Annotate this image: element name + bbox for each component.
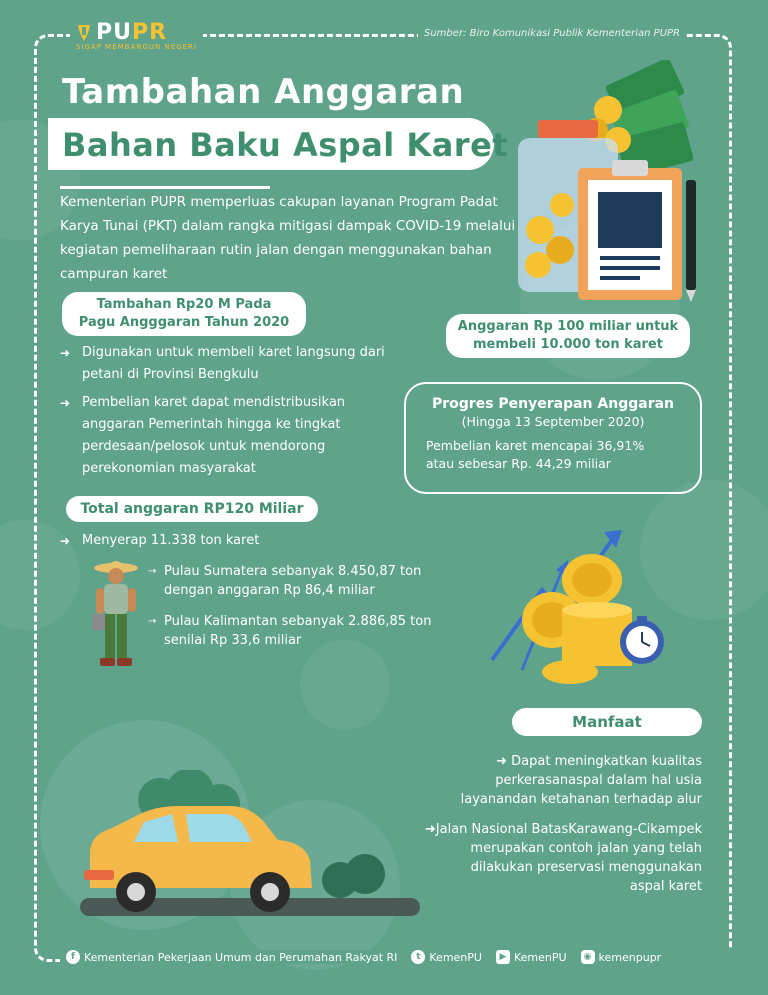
total-budget-pill: Total anggaran RP120 Miliar bbox=[66, 496, 318, 522]
budget-100-line1: Anggaran Rp 100 miliar untuk bbox=[457, 319, 679, 334]
instagram-icon: ◉ bbox=[581, 950, 595, 964]
benefit-text: Jalan Nasional BatasKarawang-Cikampek bbox=[435, 822, 702, 837]
arrow-right-icon: ➜ bbox=[60, 346, 71, 360]
footer-twitter[interactable] bbox=[411, 950, 482, 964]
twitter-icon: t bbox=[411, 950, 425, 964]
title-line-1: Tambahan Anggaran bbox=[62, 72, 465, 112]
progress-box bbox=[404, 382, 702, 494]
logo-primary: PU bbox=[96, 20, 132, 45]
car-illustration bbox=[60, 770, 420, 930]
pupr-emblem-icon bbox=[76, 23, 92, 43]
list-item bbox=[60, 530, 360, 552]
additional-budget-line2: Pagu Angggaran Tahun 2020 bbox=[78, 315, 290, 330]
benefit-line bbox=[380, 820, 702, 839]
intro-paragraph: Kementerian PUPR memperluas cakupan layanan Program Padat Karya Tunai (PKT) dalam rangka mitigasi dampak COVID-19 melalui kegiatan pemeliharaan rutin jalan dengan menggunakan bahan campuran karet bbox=[60, 194, 516, 282]
car-icon bbox=[84, 806, 312, 912]
progress-date: (Hingga 13 September 2020) bbox=[461, 414, 645, 429]
total-main-bullet bbox=[60, 530, 360, 558]
sub-bullet-line: Pulau Sumatera sebanyak 8.450,87 ton bbox=[164, 564, 422, 579]
benefit-item-1 bbox=[380, 752, 702, 809]
additional-budget-line1: Tambahan Rp20 M Pada bbox=[96, 297, 272, 312]
divider bbox=[60, 186, 270, 189]
benefit-line: perkerasanaspal dalam hal usia bbox=[495, 773, 702, 788]
arrow-right-icon: → bbox=[148, 566, 157, 577]
logo-accent: PR bbox=[132, 20, 168, 45]
logo-wordmark bbox=[96, 20, 167, 45]
source-credit: Sumber: Biro Komunikasi Publik Kementerian PUPR bbox=[418, 28, 686, 39]
logo-tagline: SIGAP MEMBANGUN NEGERI bbox=[76, 43, 197, 51]
additional-budget-pill bbox=[62, 292, 306, 336]
bullet-text: Menyerap 11.338 ton karet bbox=[82, 533, 260, 548]
bullet-text: Pembelian karet dapat mendistribusikan anggaran Pemerintah hingga ke tingkat perdesaan/pelosok untuk mendorong perekonomian masyarakat bbox=[82, 395, 346, 476]
benefit-text: Dapat meningkatkan kualitas bbox=[511, 754, 702, 769]
benefit-item-2 bbox=[380, 820, 702, 896]
list-item bbox=[60, 392, 400, 480]
progress-body bbox=[406, 437, 700, 473]
youtube-label: KemenPU bbox=[513, 950, 567, 964]
benefit-line: layanandan ketahanan terhadap alur bbox=[460, 792, 702, 807]
arrow-right-icon: → bbox=[148, 616, 157, 627]
sub-bullet-line: senilai Rp 33,6 miliar bbox=[164, 633, 302, 648]
benefit-line: merupakan contoh jalan yang telah bbox=[470, 841, 702, 856]
benefits-pill: Manfaat bbox=[512, 708, 702, 736]
arrow-right-icon: ➜ bbox=[60, 534, 71, 548]
benefit-line: dilakukan preservasi menggunakan bbox=[470, 860, 702, 875]
benefit-line bbox=[380, 752, 702, 771]
progress-line1: Pembelian karet mencapai 36,91% bbox=[426, 438, 645, 453]
footer bbox=[60, 950, 732, 964]
pupr-logo bbox=[70, 20, 203, 51]
list-item bbox=[60, 342, 400, 386]
farmer-illustration bbox=[88, 556, 144, 672]
coin-stack-icon bbox=[522, 554, 632, 684]
growth-coins-illustration bbox=[482, 510, 692, 690]
facebook-icon: f bbox=[66, 950, 80, 964]
budget-100-line2: membeli 10.000 ton karet bbox=[473, 337, 663, 352]
title-line-2: Bahan Baku Aspal Karet bbox=[62, 126, 509, 164]
pen-icon bbox=[686, 180, 696, 302]
sub-bullet-line: dengan anggaran Rp 86,4 miliar bbox=[164, 583, 375, 598]
arrow-right-icon: ➜ bbox=[496, 754, 512, 769]
arrow-right-icon: ➜ bbox=[60, 396, 71, 410]
budget-100-pill bbox=[446, 314, 690, 358]
footer-youtube[interactable] bbox=[496, 950, 567, 964]
footer-instagram[interactable] bbox=[581, 950, 662, 964]
footer-facebook[interactable] bbox=[66, 950, 397, 964]
list-item bbox=[148, 612, 468, 650]
benefit-line: aspal karet bbox=[629, 879, 702, 894]
sub-bullet-list bbox=[148, 562, 468, 650]
budget-illustration bbox=[500, 60, 710, 310]
instagram-label: kemenpupr bbox=[598, 950, 662, 964]
arrow-right-icon: ➜ bbox=[424, 822, 436, 837]
list-item bbox=[148, 562, 468, 600]
bullet-text: Digunakan untuk membeli karet langsung dari petani di Provinsi Bengkulu bbox=[82, 345, 385, 382]
facebook-label: Kementerian Pekerjaan Umum dan Perumahan Rakyat RI bbox=[84, 950, 398, 964]
twitter-label: KemenPU bbox=[429, 950, 482, 964]
progress-line2: atau sebesar Rp. 44,29 miliar bbox=[426, 456, 611, 471]
additional-bullet-list bbox=[60, 342, 400, 486]
sub-bullet-line: Pulau Kalimantan sebanyak 2.886,85 ton bbox=[164, 614, 432, 629]
clipboard-icon bbox=[578, 160, 682, 300]
progress-title: Progres Penyerapan Anggaran bbox=[431, 396, 675, 412]
youtube-icon: ▶ bbox=[496, 950, 510, 964]
